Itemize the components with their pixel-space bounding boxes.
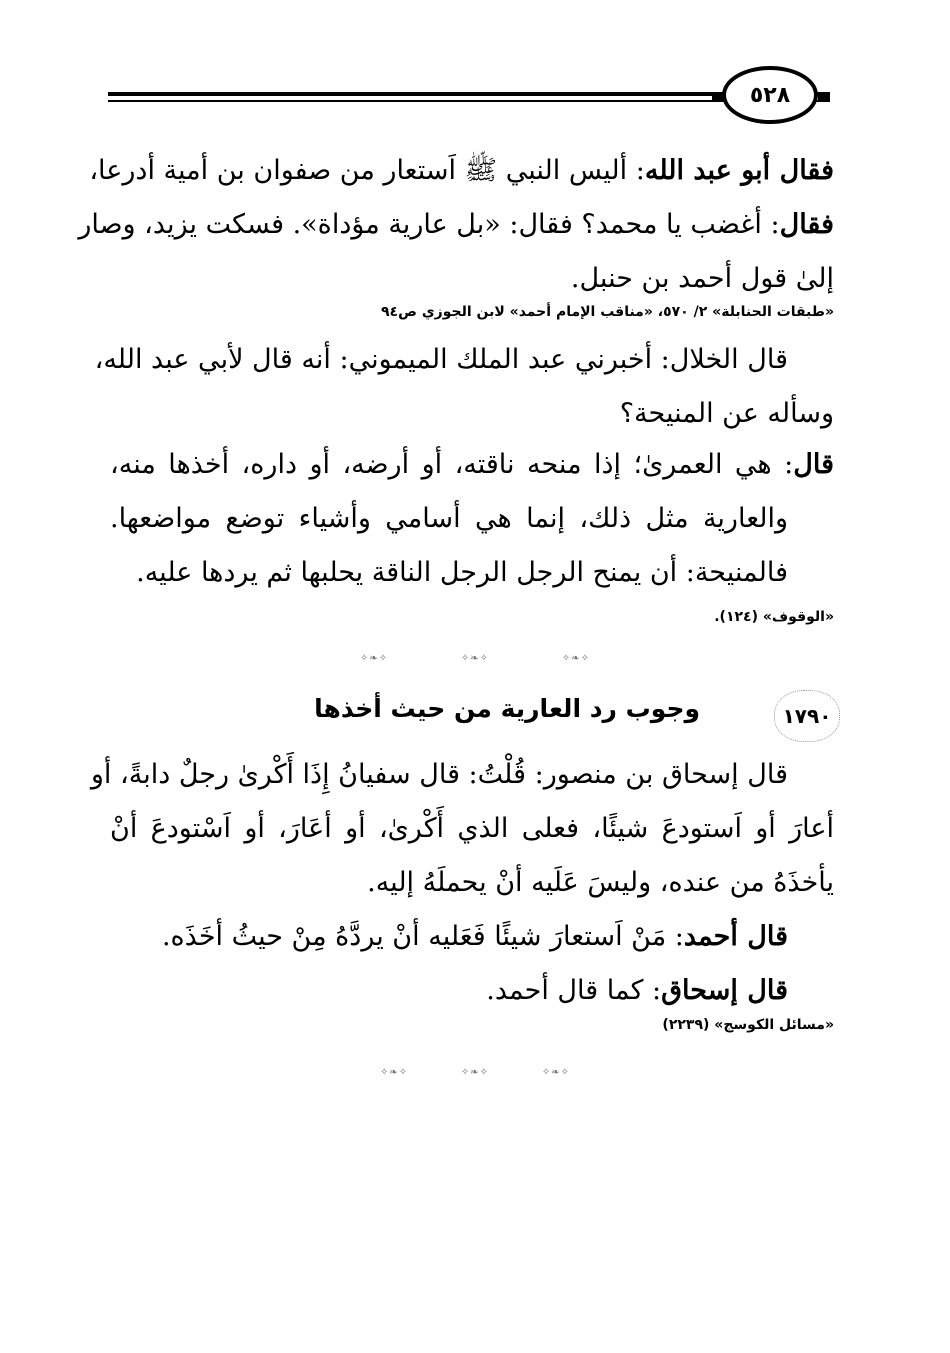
line-text: : أليس النبي ﷺ اَستعار من صفوان بن أمية أدرعا، (89, 155, 645, 186)
source-reference-2: «الوقوف» (١٢٤). (714, 609, 834, 625)
ornament-glyph: ✧❧✧ (460, 1066, 490, 1078)
ornament-glyph: ✧❧✧ (541, 1066, 570, 1078)
source-reference-3: «مسائل الكوسج» (٢٢٣٩) (662, 1017, 834, 1033)
chapter-title: وجوب رد العارية من حيث أخذها (314, 694, 700, 723)
text-line (110, 492, 834, 546)
end-ornament (380, 1066, 570, 1078)
text-line (110, 856, 834, 910)
paragraph-4 (90, 748, 834, 1018)
source-reference-1: «طبقات الحنابلة» ٢/ ٥٧٠، «مناقب الإمام أحمد» لابن الجوزي ص٩٤ (381, 304, 834, 320)
speaker-label: فقال (779, 209, 834, 240)
page-number: ٥٢٨ (749, 82, 791, 108)
paragraph-1 (78, 144, 834, 306)
text-line (110, 910, 834, 964)
chapter-number: ١٧٩٠ (782, 704, 832, 728)
ornament-glyph: ✧❧✧ (460, 652, 490, 664)
line-text: : هي العمرىٰ؛ إذا منحه ناقته، أو أرضه، أو داره، أخذها منه، (110, 449, 794, 480)
line-text: إلىٰ قول أحمد بن حنبل. (570, 263, 834, 294)
line-text: : مَنْ اَستعارَ شيئًا فَعَليه أنْ يردَّهُ مِنْ حيثُ أخَذَه. (161, 921, 684, 952)
section-divider-ornament (360, 652, 590, 664)
text-line (94, 333, 834, 387)
badge-tail-right (818, 93, 830, 101)
line-text: أعارَ أو اَستودعَ شيئًا، فعلى الذي أَكْرىٰ، أو أعَارَ، أو اَسْتودعَ أنْ (110, 813, 834, 844)
speaker-label: قال أحمد (683, 921, 788, 952)
text-line (90, 748, 834, 802)
line-text: وسأله عن المنيحة؟ (619, 398, 834, 429)
line-text: يأخذَهُ من عنده، وليسَ عَلَيه أنْ يحملَهُ إليه. (367, 867, 834, 898)
line-text: : أغضب يا محمد؟ فقال: «بل عارية مؤداة». فسكت يزيد، وصار (78, 209, 780, 240)
chapter-number-badge (774, 690, 840, 742)
text-line (110, 252, 834, 306)
line-text: قال الخلال: أخبرني عبد الملك الميموني: أنه قال لأبي عبد الله، (94, 344, 788, 375)
text-line (110, 438, 834, 492)
speaker-label: قال (793, 449, 834, 480)
text-line (110, 387, 834, 441)
text-line (78, 198, 834, 252)
speaker-label: قال إسحاق (661, 975, 788, 1006)
chapter-heading (110, 690, 840, 740)
line-text: والعارية مثل ذلك، إنما هي أسامي وأشياء توضع مواضعها. (110, 503, 788, 534)
paragraph-2 (94, 333, 834, 441)
line-text: فالمنيحة: أن يمنح الرجل الرجل الناقة يحلبها ثم يردها عليه. (136, 557, 788, 588)
line-text: : كما قال أحمد. (486, 975, 662, 1006)
text-line (89, 144, 834, 198)
ornament-glyph: ✧❧✧ (561, 652, 590, 664)
speaker-label: فقال أبو عبد الله (644, 155, 834, 186)
ornament-glyph: ✧❧✧ (380, 1066, 409, 1078)
text-line (110, 964, 834, 1018)
text-line (110, 802, 834, 856)
page-number-badge (722, 66, 818, 124)
paragraph-3 (110, 438, 834, 600)
text-line (110, 546, 834, 600)
line-text: قال إسحاق بن منصور: قُلْتُ: قال سفيانُ إِذَا أَكْرىٰ رجلٌ دابةً، أو (90, 759, 788, 790)
ornament-glyph: ✧❧✧ (360, 652, 389, 664)
